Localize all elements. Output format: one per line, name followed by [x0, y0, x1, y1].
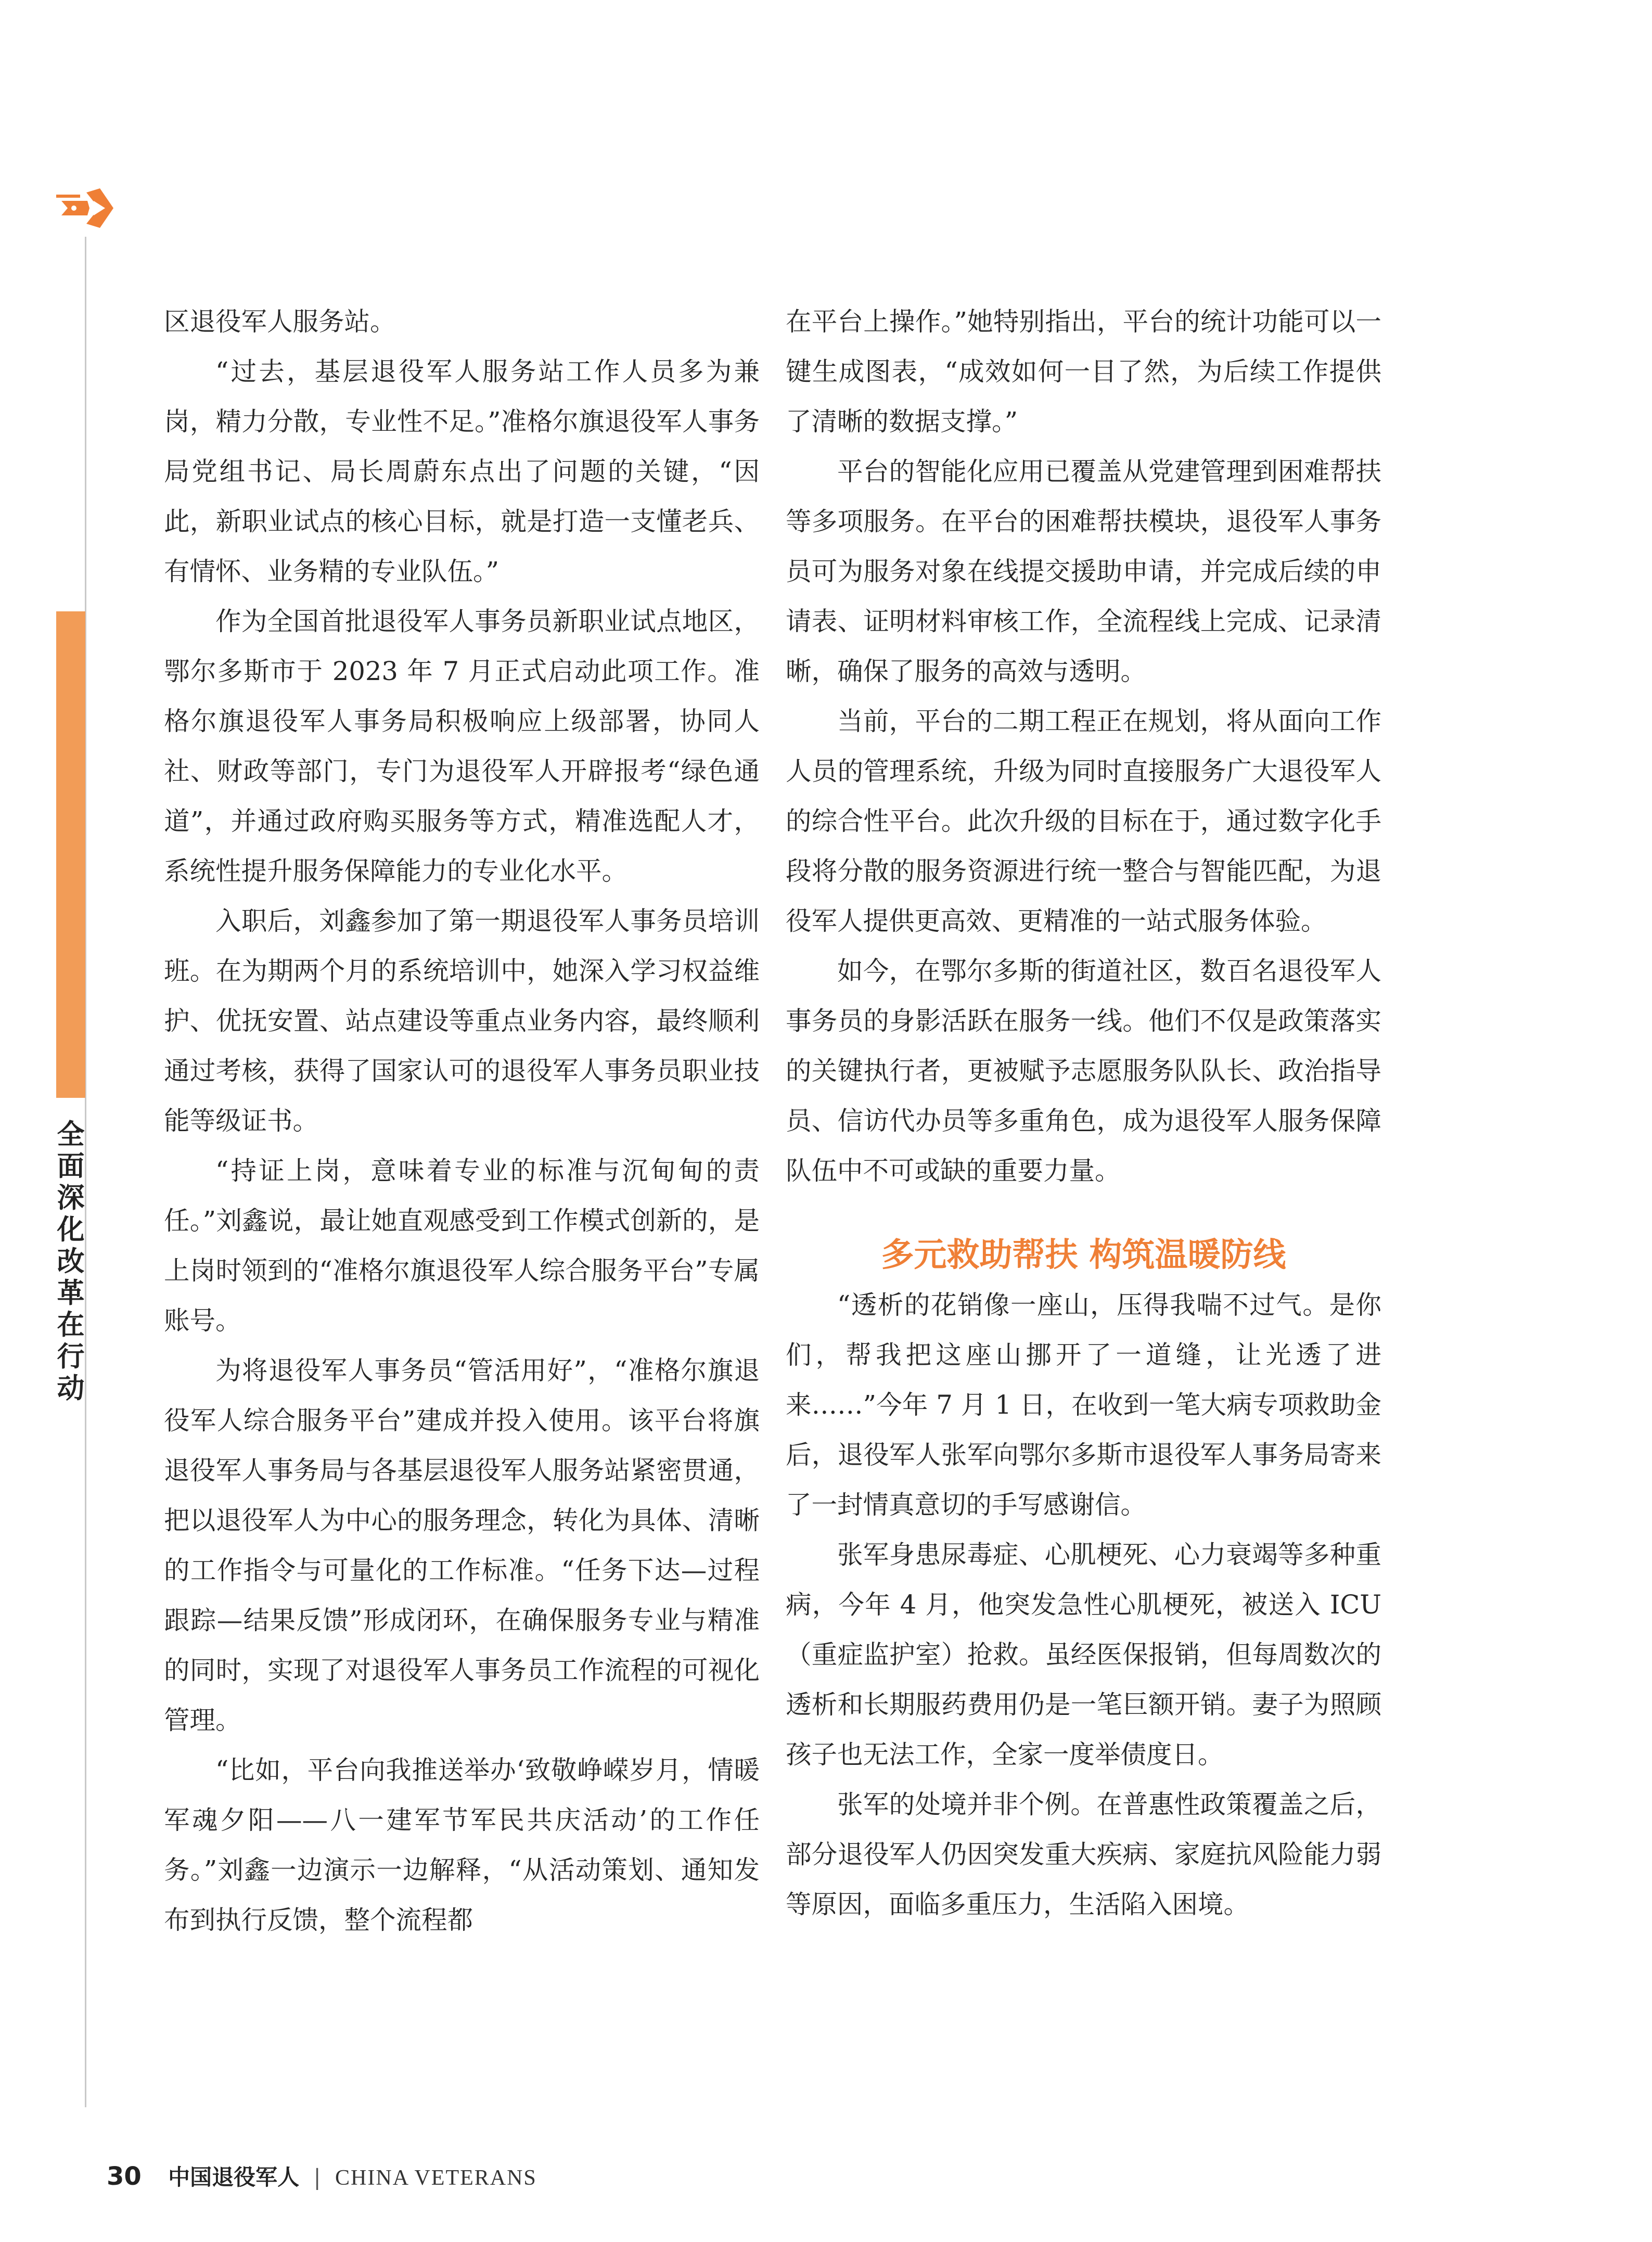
paragraph: 作为全国首批退役军人事务员新职业试点地区，鄂尔多斯市于 2023 年 7 月正式启动此项工作。准格尔旗退役军人事务局积极响应上级部署，协同人社、财政等部门，专门为退役军人开辟报考“绿色通道”，并通过政府购买服务等方式，精准选配人才，系统性提升服务保障能力的专业化水平。	[164, 606, 760, 886]
page-footer	[107, 2161, 537, 2194]
paragraph: “过去，基层退役军人服务站工作人员多为兼岗，精力分散，专业性不足。”准格尔旗退役军人事务局党组书记、局长周蔚东点出了问题的关键，“因此，新职业试点的核心目标，就是打造一支懂老兵、有情怀、业务精的专业队伍。”	[164, 356, 760, 586]
paragraph: 在平台上操作。”她特别指出，平台的统计功能可以一键生成图表，“成效如何一目了然，为后续工作提供了清晰的数据支撑。”	[786, 306, 1381, 437]
paragraph: 平台的智能化应用已覆盖从党建管理到困难帮扶等多项服务。在平台的困难帮扶模块，退役军人事务员可为服务对象在线提交援助申请，并完成后续的申请表、证明材料审核工作，全流程线上完成、记录清晰，确保了服务的高效与透明。	[786, 456, 1381, 686]
section-accent-bar	[56, 611, 85, 1098]
paragraph: 如今，在鄂尔多斯的街道社区，数百名退役军人事务员的身影活跃在服务一线。他们不仅是政策落实的关键执行者，更被赋予志愿服务队队长、政治指导员、信访代办员等多重角色，成为退役军人服务保障队伍中不可或缺的重要力量。	[786, 956, 1381, 1186]
magazine-name: 中国退役军人	[168, 2164, 300, 2190]
paragraph: 区退役军人服务站。	[164, 306, 396, 337]
section-title: 全面深化改革在行动	[57, 1119, 85, 1404]
right-column	[786, 297, 1381, 1929]
paragraph: 张军身患尿毒症、心肌梗死、心力衰竭等多种重病，今年 4 月，他突发急性心肌梗死，被送入 ICU（重症监护室）抢救。虽经医保报销，但每周数次的透析和长期服药费用仍是一笔巨额开销。妻子为照顾孩子也无法工作，全家一度举债度日。	[786, 1540, 1381, 1770]
page-number: 30	[107, 2162, 142, 2191]
paragraph: “比如，平台向我推送举办‘致敬峥嵘岁月，情暖军魂夕阳——八一建军节军民共庆活动’的工作任务。”刘鑫一边演示一边解释，“从活动策划、通知发布到执行反馈，整个流程都	[164, 1755, 760, 1935]
paragraph: 入职后，刘鑫参加了第一期退役军人事务员培训班。在为期两个月的系统培训中，她深入学习权益维护、优抚安置、站点建设等重点业务内容，最终顺利通过考核，获得了国家认可的退役军人事务员职业技能等级证书。	[164, 906, 760, 1136]
paragraph: “持证上岗，意味着专业的标准与沉甸甸的责任。”刘鑫说，最让她直观感受到工作模式创新的，是上岗时领到的“准格尔旗退役军人综合服务平台”专属账号。	[164, 1156, 760, 1336]
paragraph: 当前，平台的二期工程正在规划，将从面向工作人员的管理系统，升级为同时直接服务广大退役军人的综合性平台。此次升级的目标在于，通过数字化手段将分散的服务资源进行统一整合与智能匹配，为退役军人提供更高效、更精准的一站式服务体验。	[786, 706, 1381, 936]
magazine-logo-icon	[56, 187, 114, 230]
left-column	[164, 297, 760, 1945]
footer-separator: |	[313, 2164, 321, 2190]
paragraph: 张军的处境并非个例。在普惠性政策覆盖之后，部分退役军人仍因突发重大疾病、家庭抗风险能力弱等原因，面临多重压力，生活陷入困境。	[786, 1789, 1381, 1919]
section-subheading: 多元救助帮扶 构筑温暖防线	[881, 1236, 1286, 1274]
paragraph: 为将退役军人事务员“管活用好”，“准格尔旗退役军人综合服务平台”建成并投入使用。该平台将旗退役军人事务局与各基层退役军人服务站紧密贯通，把以退役军人为中心的服务理念，转化为具体、清晰的工作指令与可量化的工作标准。“任务下达—过程跟踪—结果反馈”形成闭环，在确保服务专业与精准的同时，实现了对退役军人事务员工作流程的可视化管理。	[164, 1355, 760, 1735]
paragraph: “透析的花销像一座山，压得我喘不过气。是你们，帮我把这座山挪开了一道缝，让光透了进来……”今年 7 月 1 日，在收到一笔大病专项救助金后，退役军人张军向鄂尔多斯市退役军人事务局寄来了一封情真意切的手写感谢信。	[786, 1290, 1381, 1520]
magazine-name-en: CHINA VETERANS	[335, 2166, 537, 2190]
